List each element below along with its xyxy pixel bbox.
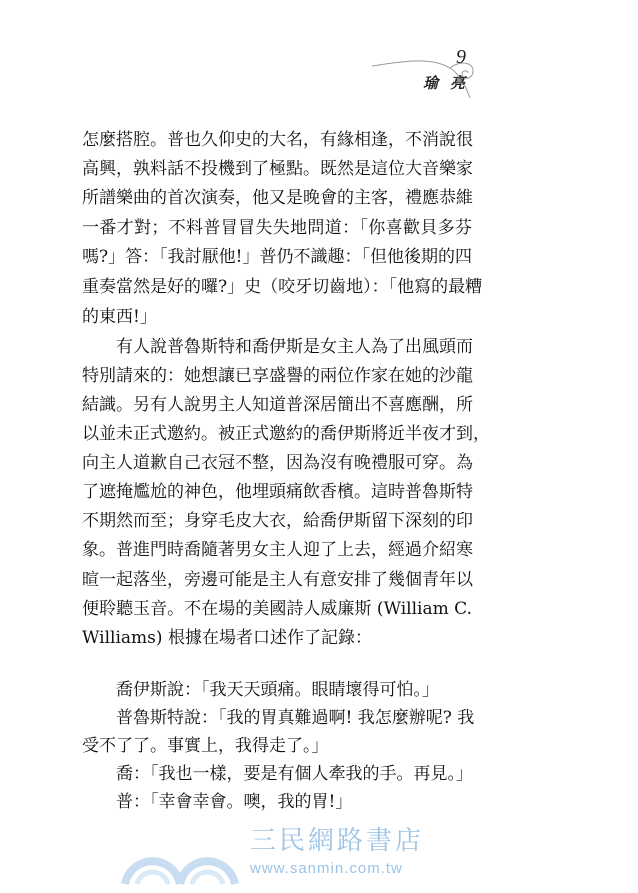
text-line: 的東西!」 — [82, 307, 157, 327]
text-line: 有人說普魯斯特和喬伊斯是女主人為了出風頭而 — [116, 337, 473, 357]
text-line: 不期然而至；身穿毛皮大衣，給喬伊斯留下深刻的印 — [82, 511, 473, 531]
text-line: 結識。另有人說男主人知道普深居簡出不喜應酬，所 — [82, 395, 473, 415]
text-line: 以並未正式邀約。被正式邀約的喬伊斯將近半夜才到， — [82, 424, 490, 444]
running-title: 瑜亮 — [423, 74, 478, 92]
text-line: 便聆聽玉音。不在場的美國詩人威廉斯 (William C. — [82, 599, 472, 619]
dialogue-line: 普：「幸會幸會。噢，我的胃!」 — [116, 792, 353, 812]
text-line: Williams) 根據在場者口述作了記錄： — [82, 628, 372, 648]
watermark-name: 三民網路書店 — [250, 826, 425, 856]
dialogue-line: 受不了了。事實上，我得走了。」 — [82, 736, 329, 756]
text-line: 特別請來的：她想讓已享盛譽的兩位作家在她的沙龍 — [82, 366, 473, 386]
sanmin-logo-icon — [120, 826, 240, 886]
watermark-url: www.sanmin.com.tw — [250, 860, 403, 877]
text-line: 象。普進門時喬隨著男女主人迎了上去，經過介紹寒 — [82, 540, 473, 560]
text-line: 嗎?」答：「我討厭他!」普仍不識趣：「但他後期的四 — [82, 247, 472, 267]
text-line: 暄一起落坐，旁邊可能是主人有意安排了幾個青年以 — [82, 570, 473, 590]
dialogue-line: 普魯斯特說：「我的胃真難過啊! 我怎麼辦呢? 我 — [116, 708, 475, 728]
dialogue-line: 喬伊斯說：「我天天頭痛。眼睛壞得可怕。」 — [116, 680, 439, 700]
text-line: 重奏當然是好的囉?」史（咬牙切齒地）：「他寫的最糟 — [82, 277, 483, 297]
text-line: 向主人道歉自己衣冠不整，因為沒有晚禮服可穿。為 — [82, 453, 473, 473]
text-line: 了遮掩尷尬的神色，他埋頭痛飲香檳。這時普魯斯特 — [82, 482, 473, 502]
text-line: 怎麼搭腔。普也久仰史的大名，有緣相逢，不消說很 — [82, 130, 473, 150]
text-line: 所譜樂曲的首次演奏，他又是晚會的主客，禮應恭維 — [82, 188, 473, 208]
text-line: 一番才對；不料普冒冒失失地問道：「你喜歡貝多芬 — [82, 218, 472, 238]
page-number: 9 — [456, 46, 466, 68]
dialogue-line: 喬：「我也一樣，要是有個人牽我的手。再見。」 — [116, 764, 473, 784]
text-line: 高興，孰料話不投機到了極點。既然是這位大音樂家 — [82, 159, 473, 179]
